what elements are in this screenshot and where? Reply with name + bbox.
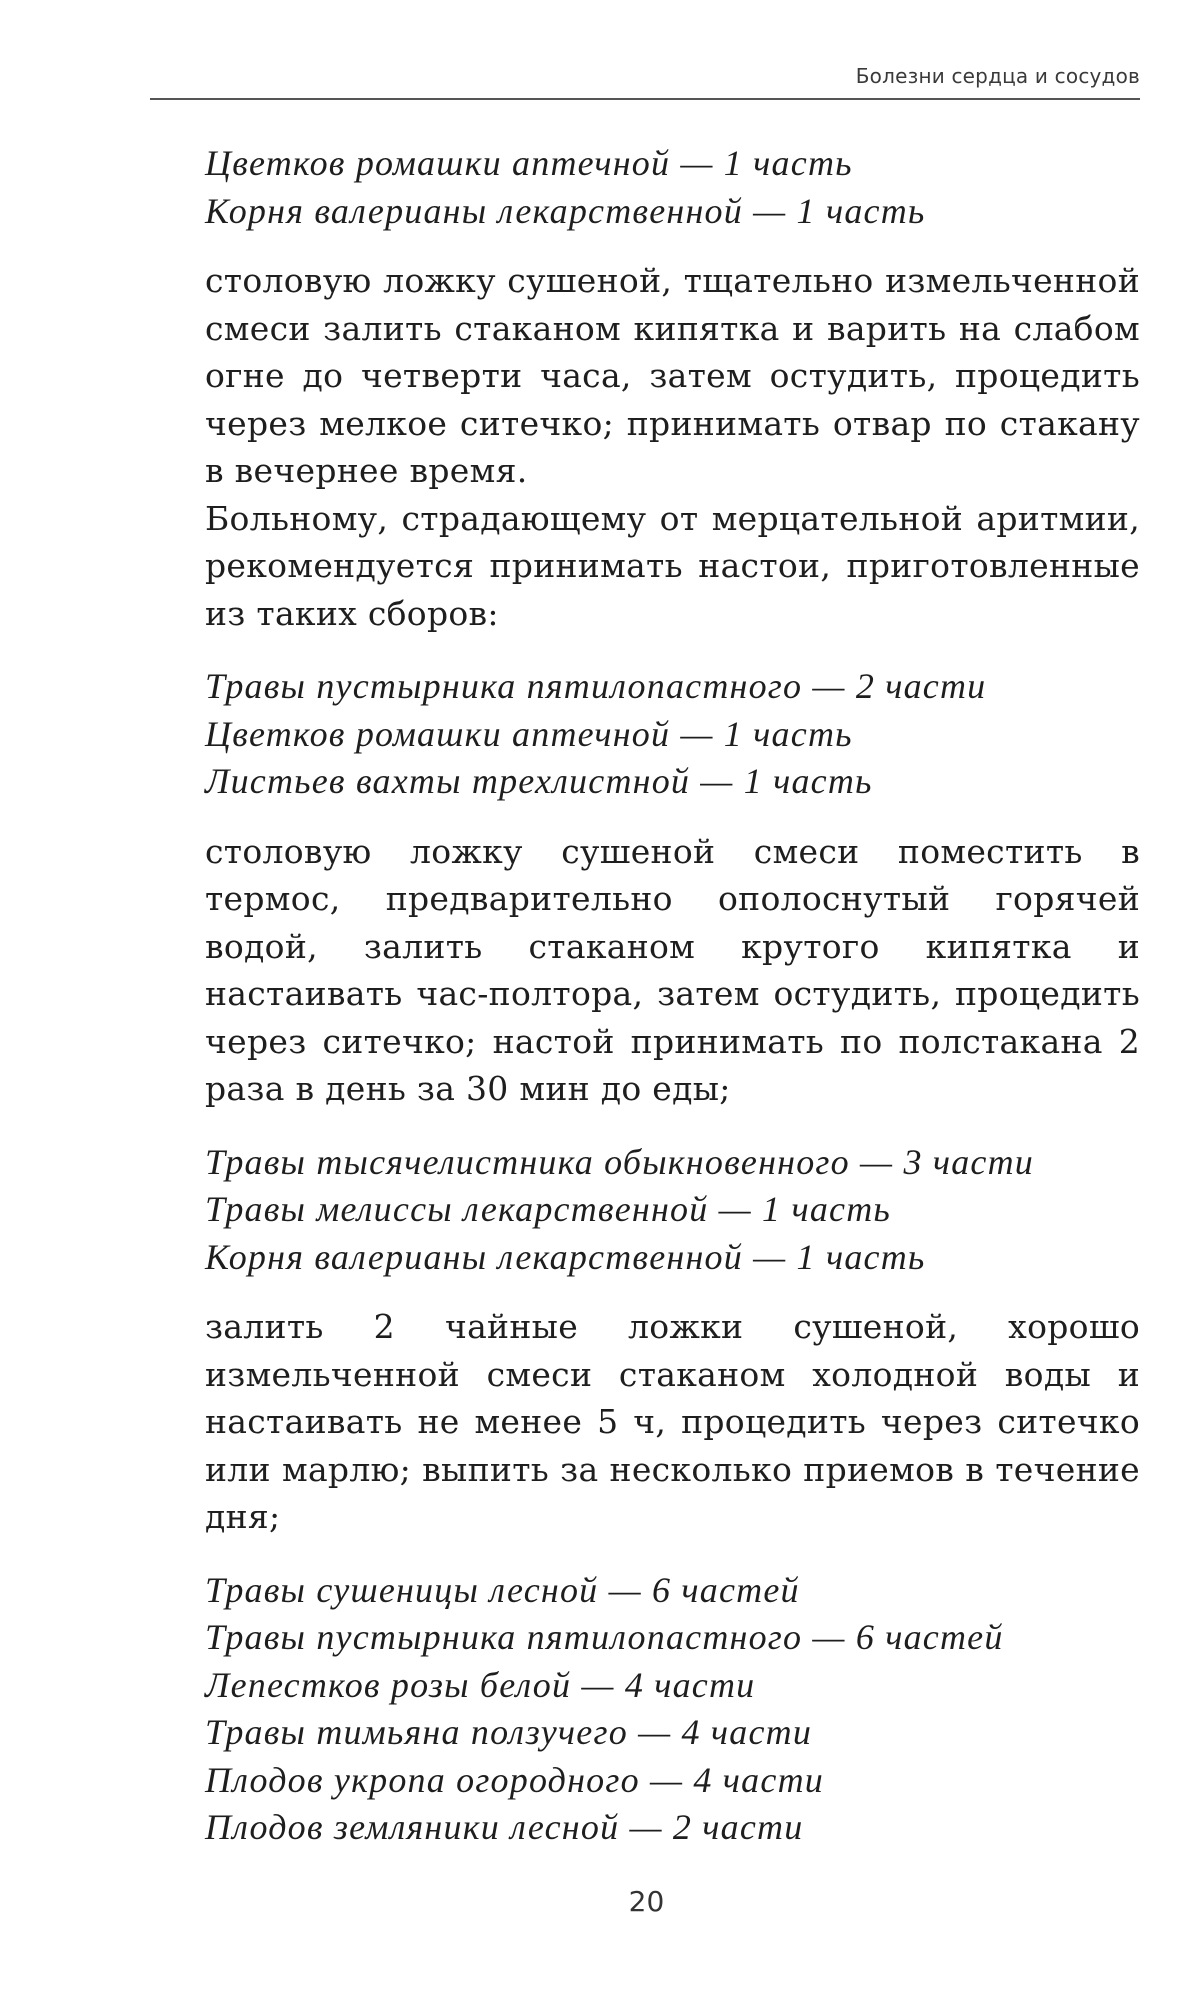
running-header: Болезни сердца и сосудов xyxy=(855,64,1140,88)
page-body xyxy=(205,140,1140,1852)
recipe-ingredient: Травы тимьяна ползучего — 4 части xyxy=(205,1712,813,1752)
recipe-ingredient: Травы тысячелистника обыкновенного — 3 части xyxy=(205,1141,1034,1182)
instruction-paragraph-2: Больному, страдающему от мерцательной аритмии, рекомендуется принимать настои, приготовленные из таких сборов: xyxy=(205,498,1140,633)
instruction-paragraph-4: залить 2 чайные ложки сушеной, хорошо измельченной смеси стаканом холодной воды и настаивать не менее 5 ч, процедить через ситечко или марлю; выпить за несколько приемов в течение дня; xyxy=(205,1307,1140,1536)
recipe-ingredient: Плодов укропа огородного — 4 части xyxy=(205,1759,824,1800)
instruction-paragraph-1: столовую ложку сушеной, тщательно измельченной смеси залить стаканом кипятка и варить на слабом огне до четверти часа, затем остудить, процедить через мелкое ситечко; принимать отвар по стакану в вечернее время. xyxy=(205,261,1140,490)
instruction-paragraph-3: столовую ложку сушеной смеси поместить в термос, предварительно ополоснутый горячей водой, залить стаканом крутого кипятка и настаивать час-полтора, затем остудить, процедить через ситечко; настой принимать по полстакана 2 раза в день за 30 мин до еды; xyxy=(205,831,1140,1108)
recipe-list-3 xyxy=(205,1139,1140,1282)
recipe-list-2 xyxy=(205,663,1140,806)
page-number: 20 xyxy=(628,1885,665,1918)
header-rule xyxy=(150,98,1140,100)
recipe-ingredient: Травы мелиссы лекарственной — 1 часть xyxy=(205,1189,891,1229)
recipe-ingredient: Корня валерианы лекарственной — 1 часть xyxy=(205,190,926,231)
recipe-ingredient: Корня валерианы лекарственной — 1 часть xyxy=(205,1236,926,1277)
recipe-list-1 xyxy=(205,140,1140,235)
recipe-ingredient: Травы сушеницы лесной — 6 частей xyxy=(205,1569,800,1610)
recipe-ingredient: Травы пустырника пятилопастного — 2 части xyxy=(205,666,987,706)
recipe-list-4 xyxy=(205,1567,1140,1852)
recipe-ingredient: Цветков ромашки аптечной — 1 часть xyxy=(205,713,853,754)
recipe-ingredient: Травы пустырника пятилопастного — 6 частей xyxy=(205,1617,1004,1657)
recipe-ingredient: Цветков ромашки аптечной — 1 часть xyxy=(205,143,853,183)
recipe-ingredient: Плодов земляники лесной — 2 части xyxy=(205,1807,804,1847)
recipe-ingredient: Лепестков розы белой — 4 части xyxy=(205,1664,756,1705)
recipe-ingredient: Листьев вахты трехлистной — 1 часть xyxy=(205,761,873,801)
